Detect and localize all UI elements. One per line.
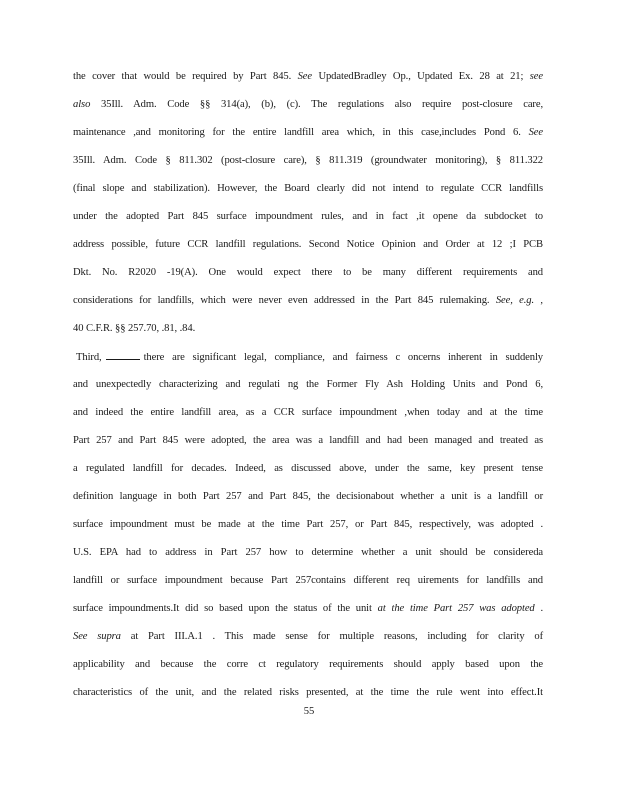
text-segment: definition language in both Part 257 and Part 845, the decisionabout whether a unit is a landfill or [73,491,543,502]
text-segment: surface impoundment must be made at the time Part 257, or Part 845, respectively, was adopted . [73,519,543,530]
text-line [73,602,543,616]
text-segment: , [534,295,543,306]
text-segment: and indeed the entire landfill area, as a CCR surface impoundment ,when today and at the time [73,407,543,418]
italic-text: See [528,127,543,138]
text-line [73,322,195,336]
text-line [73,294,543,308]
text-line [73,182,543,196]
blank-underline [106,350,140,360]
text-line [73,518,543,532]
text-segment: a regulated landfill for decades. Indeed, as discussed above, under the same, key present tense [73,463,543,474]
text-segment: surface impoundments.It did so based upon the status of the unit [73,603,378,614]
text-line [73,238,543,252]
text-line [73,574,543,588]
text-segment: there are significant legal, compliance, and fairness c oncerns inherent in suddenly [143,352,543,363]
text-segment: under the adopted Part 845 surface impoundment rules, and in fact ,it opene da subdocket to [73,211,543,222]
text-line [73,154,543,168]
text-line [73,266,543,280]
text-line [73,434,543,448]
text-line [73,686,543,700]
text-segment: maintenance ,and monitoring for the entire landfill area which, in this case,includes Pond 6. [73,127,529,138]
text-segment: and unexpectedly characterizing and regulati ng the Former Fly Ash Holding Units and Pond 6, [73,379,543,390]
text-segment: 35Ill. Adm. Code § 811.302 (post-closure care), § 811.319 (groundwater monitoring), § 811.322 [73,155,543,166]
text-segment: 35Ill. Adm. Code §§ 314(a), (b), (c). The regulations also require post-closure care, [90,99,543,110]
italic-text: also [73,99,91,110]
text-line [73,490,543,504]
text-line [73,658,543,672]
text-line [73,210,543,224]
text-line [73,462,543,476]
text-line [73,70,543,84]
text-segment: Dkt. No. R2020 -19(A). One would expect there to be many different requirements and [73,267,543,278]
italic-text: at the time Part 257 was adopted [377,603,535,614]
text-segment: UpdatedBradley Op., Updated Ex. 28 at 21; [312,71,530,82]
text-segment: applicability and because the corre ct regulatory requirements should apply based upon the [73,659,543,670]
text-segment: considerations for landfills, which were never even addressed in the Part 845 rulemaking. [73,295,496,306]
text-line [73,406,543,420]
text-line [73,378,543,392]
text-segment: at Part III.A.1 . This made sense for multiple reasons, including for clarity of [120,631,544,642]
text-segment: landfill or surface impoundment because Part 257contains different req uirements for landfills and [73,575,543,586]
text-line [73,630,543,644]
text-line [76,350,543,365]
text-segment: characteristics of the unit, and the related risks presented, at the time the rule went into effect.It [73,687,543,698]
text-segment: (final slope and stabilization). However, the Board clearly did not intend to regulate CCR landfills [73,183,543,194]
text-segment: 40 C.F.R. §§ 257.70, .81, .84. [73,323,196,334]
text-segment: U.S. EPA had to address in Part 257 how to determine whether a unit should be considereda [73,547,543,558]
italic-text: See supra [73,631,121,642]
italic-text: see [529,71,543,82]
text-line [73,126,543,140]
text-line [73,546,543,560]
text-segment: Part 257 and Part 845 were adopted, the area was a landfill and had been managed and treated as [73,435,543,446]
text-segment: address possible, future CCR landfill regulations. Second Notice Opinion and Order at 12 ;I PCB [73,239,543,250]
page-number: 55 [303,706,315,717]
italic-text: See, e.g. [495,295,535,306]
italic-text: See [297,71,312,82]
text-segment: . [534,603,543,614]
text-segment: the cover that would be required by Part 845. [73,71,298,82]
text-line [73,98,543,112]
text-segment: Third, [76,352,102,363]
